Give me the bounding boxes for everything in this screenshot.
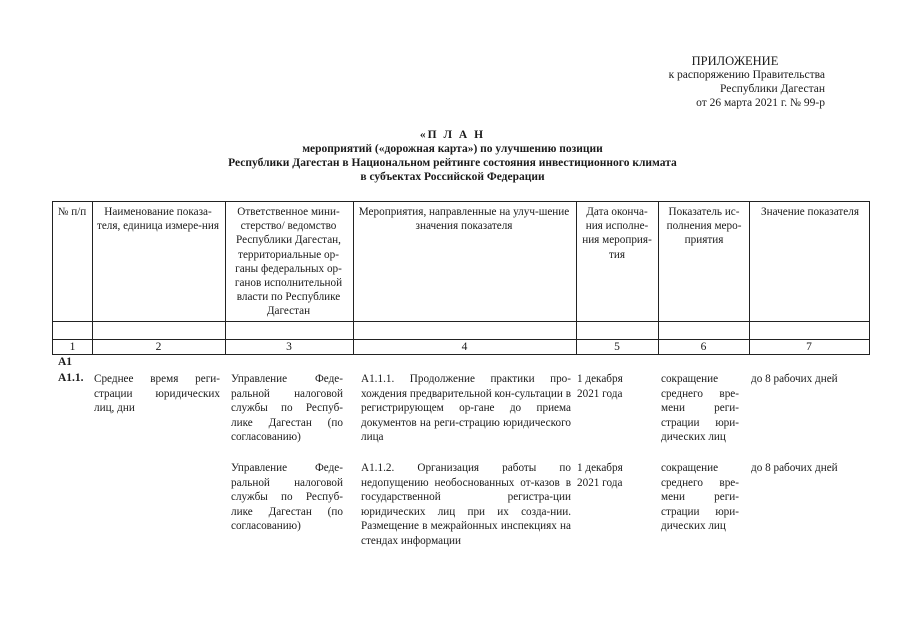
entry-1-date: 1 декабря 2021 года xyxy=(577,373,623,400)
grid-line-mid xyxy=(52,321,870,322)
entry-2-responsible: Управление Феде-ральной налоговой службы по Респуб-лике Дагестан (по согласованию) xyxy=(231,462,343,533)
grid-line-v5 xyxy=(658,201,659,355)
appendix-line-3: от 26 марта 2021 г. № 99-р xyxy=(696,97,825,109)
grid-line-v7 xyxy=(869,201,870,355)
grid-line-numbers xyxy=(52,339,870,340)
column-number-6: 6 xyxy=(700,341,707,353)
grid-line-v3 xyxy=(353,201,354,355)
grid-line-v2 xyxy=(225,201,226,355)
grid-line-v6 xyxy=(749,201,750,355)
header-cell-indicator: Наименование показа-теля, единица измере-ния xyxy=(96,206,220,233)
header-cell-performance: Показатель ис-полнения меро-приятия xyxy=(666,206,742,247)
plan-title-line-4: в субъектах Российской Федерации xyxy=(360,171,545,183)
appendix-heading: ПРИЛОЖЕНИЕ xyxy=(691,54,779,68)
header-cell-value: Значение показателя xyxy=(761,206,859,218)
entry-1-measure: А1.1.1. Продолжение практики про-хождения предварительной кон-сультации в регистрирующем ор-гане до приема документов на реги-страцию юридического лица xyxy=(361,373,571,444)
appendix-line-1: к распоряжению Правительства xyxy=(668,69,825,81)
grid-line-v4 xyxy=(576,201,577,355)
column-number-3: 3 xyxy=(286,341,292,353)
entry-2-value: до 8 рабочих дней xyxy=(751,462,838,474)
header-cell-responsible: Ответственное мини-стерство/ ведомство Республики Дагестан, территориальные ор-ганы федеральных ор-ганов исполнительной власти по Республике Дагестан xyxy=(234,206,343,318)
header-cell-number: № п/п xyxy=(57,206,87,218)
indicator-name: Среднее время реги-страции юридических лиц, дни xyxy=(94,373,220,415)
entry-1-value: до 8 рабочих дней xyxy=(751,373,838,385)
entry-2-measure: А1.1.2. Организация работы по недопущению необоснованных от-казов в государственной регистра-ции юридических лиц при их созда-нии. Размещение в межрайонных инспекциях на стендах информации xyxy=(361,462,571,547)
grid-line-bottom xyxy=(52,354,870,355)
row-code: А1.1. xyxy=(58,372,84,384)
entry-2-date: 1 декабря 2021 года xyxy=(577,462,623,489)
grid-line-v0 xyxy=(52,201,53,355)
appendix-line-2: Республики Дагестан xyxy=(720,83,825,95)
plan-title-line-2: мероприятий («дорожная карта») по улучшению позиции xyxy=(302,143,603,155)
entry-1-responsible: Управление Феде-ральной налоговой службы по Респуб-лике Дагестан (по согласованию) xyxy=(231,373,343,444)
header-cell-date: Дата оконча-ния исполне-ния мероприя-тия xyxy=(582,206,652,261)
entry-1-performance: сокращение среднего вре-мени реги-страции юри-дических лиц xyxy=(661,373,739,444)
column-number-2: 2 xyxy=(155,341,162,353)
header-cell-measures: Мероприятия, направленные на улуч-шение значения показателя xyxy=(358,206,570,233)
entry-2-performance: сокращение среднего вре-мени реги-страции юри-дических лиц xyxy=(661,462,739,533)
appendix-block xyxy=(605,54,825,110)
column-number-7: 7 xyxy=(806,341,812,353)
plan-title-line-1: «П Л А Н xyxy=(419,129,486,141)
grid-line-v1 xyxy=(92,201,93,355)
grid-line-top xyxy=(52,201,870,202)
plan-title xyxy=(0,128,905,184)
column-number-4: 4 xyxy=(461,341,468,353)
column-number-5: 5 xyxy=(614,341,620,353)
column-number-1: 1 xyxy=(69,341,76,353)
section-code: А1 xyxy=(58,356,73,368)
plan-title-line-3: Республики Дагестан в Национальном рейтинге состояния инвестиционного климата xyxy=(228,157,677,169)
